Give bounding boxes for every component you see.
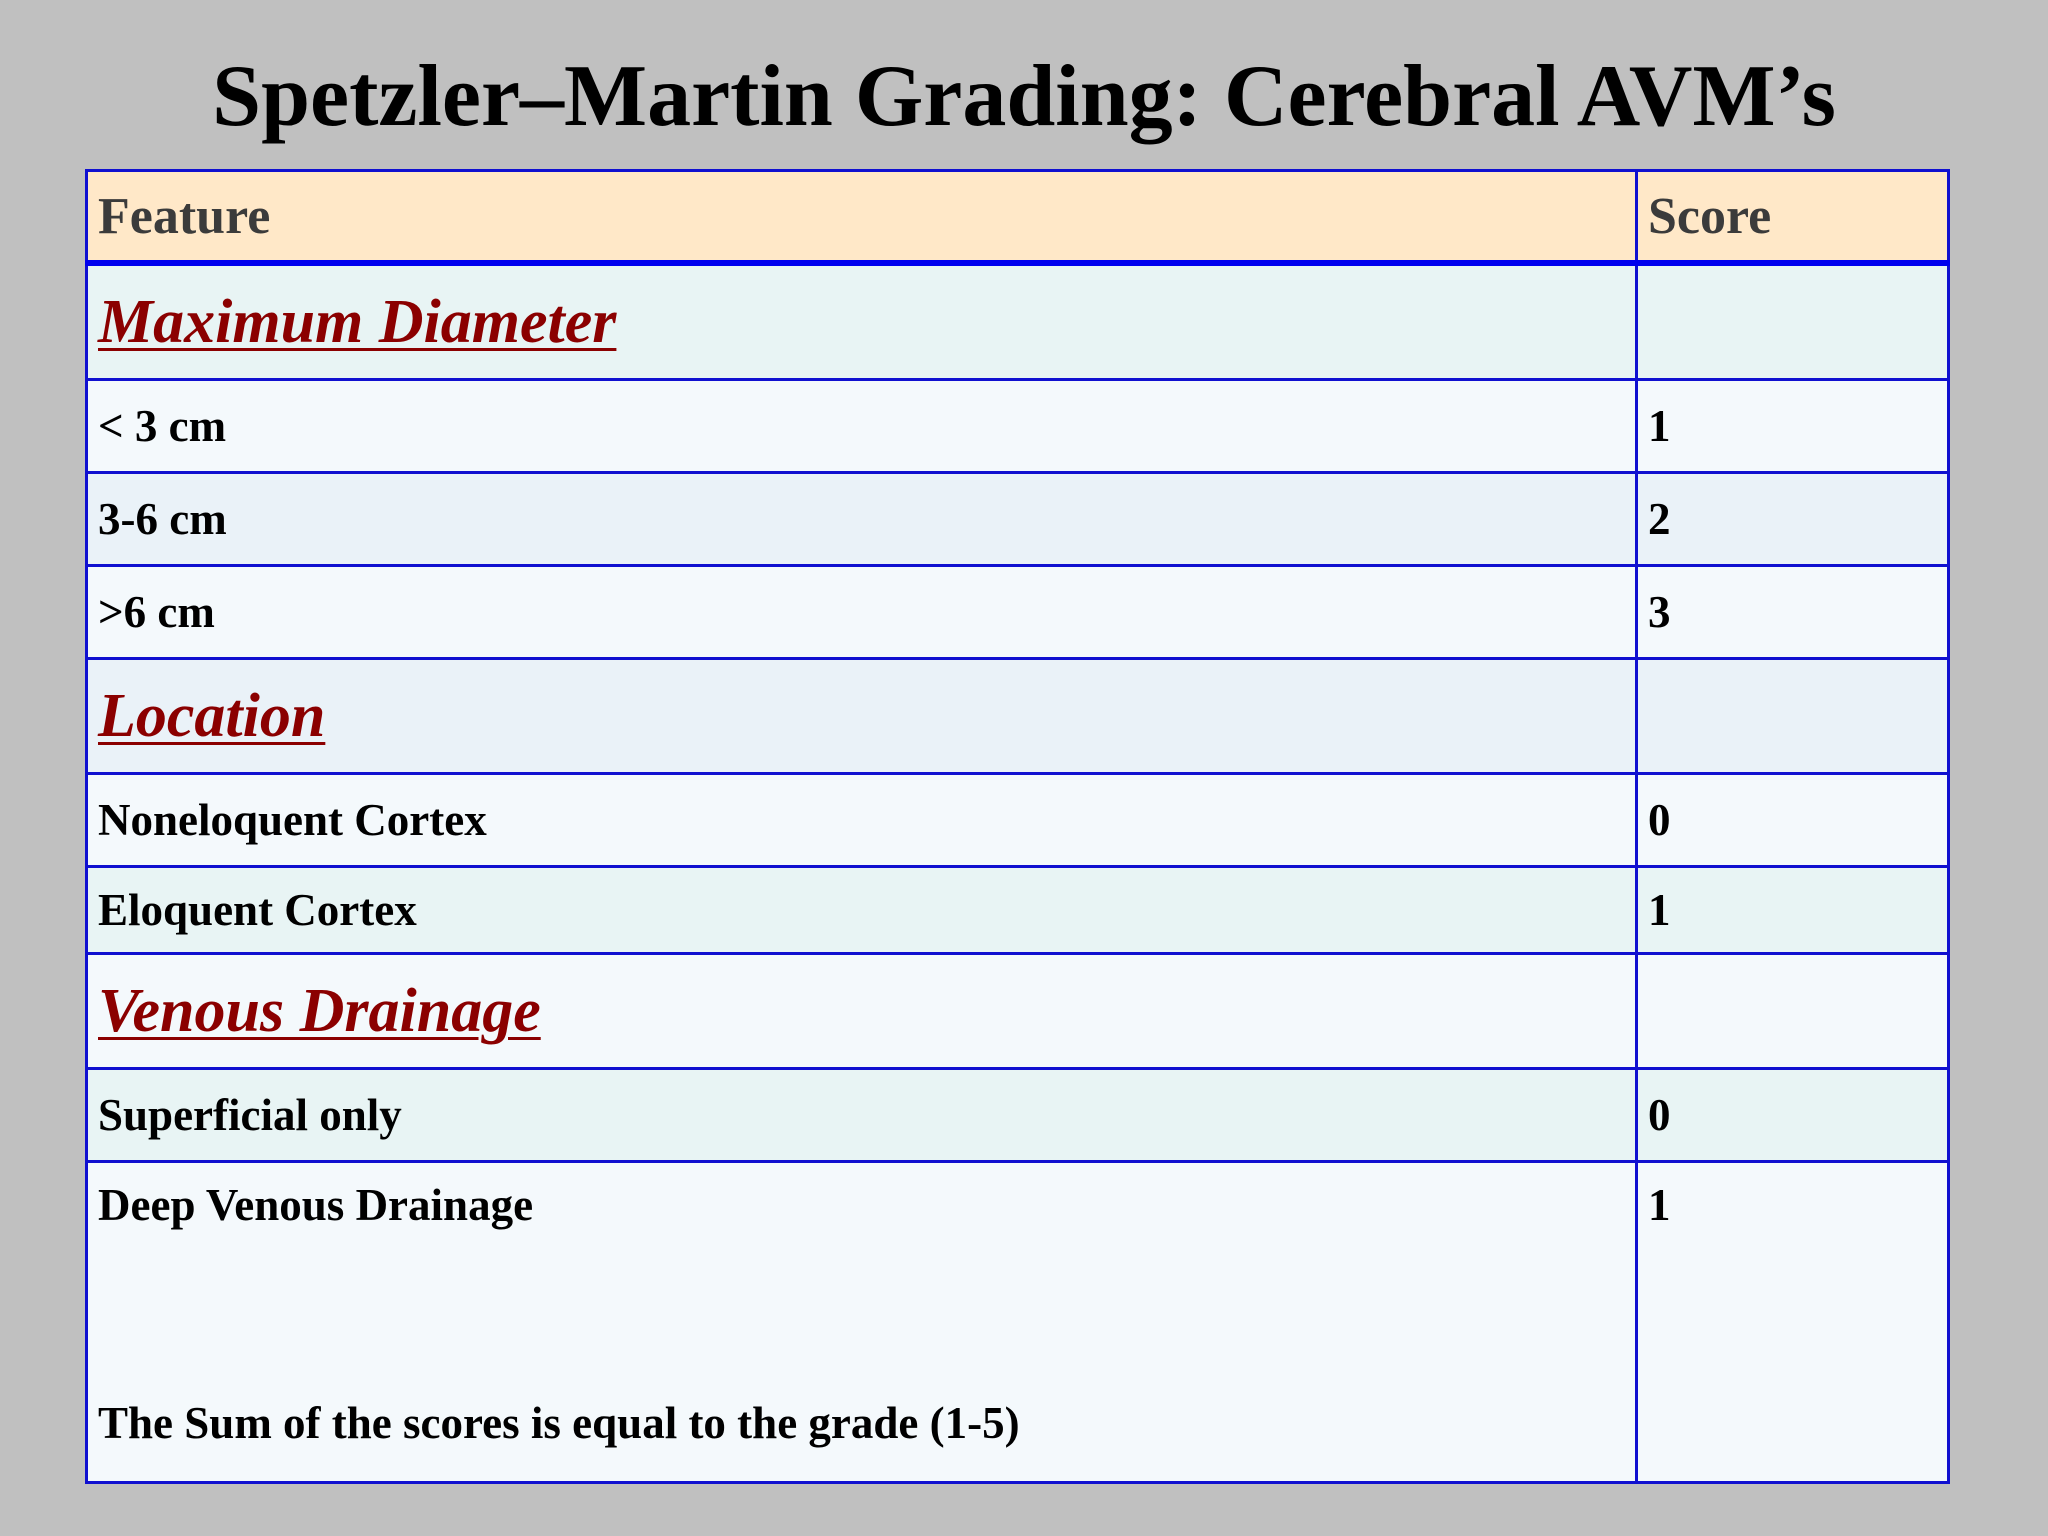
feature-cell: Superficial only	[87, 1069, 1637, 1162]
score-cell: 1	[1637, 867, 1949, 954]
table-header-row	[87, 171, 1949, 264]
table-row	[87, 473, 1949, 566]
feature-cell	[87, 1162, 1637, 1483]
table-row	[87, 774, 1949, 867]
page-title: Spetzler–Martin Grading: Cerebral AVM’s	[212, 48, 1836, 145]
table-row	[87, 1069, 1949, 1162]
score-cell: 2	[1637, 473, 1949, 566]
feature-cell: Noneloquent Cortex	[87, 774, 1637, 867]
section-score-cell	[1637, 263, 1949, 380]
score-cell: 3	[1637, 566, 1949, 659]
section-cell	[87, 659, 1637, 774]
section-row-diameter	[87, 263, 1949, 380]
section-label-diameter: Maximum Diameter	[98, 287, 617, 356]
score-cell: 0	[1637, 774, 1949, 867]
section-score-cell	[1637, 659, 1949, 774]
section-score-cell	[1637, 954, 1949, 1069]
score-cell: 1	[1637, 1162, 1949, 1483]
header-feature: Feature	[87, 171, 1637, 264]
table-row	[87, 867, 1949, 954]
score-cell: 1	[1637, 380, 1949, 473]
feature-cell: 3-6 cm	[87, 473, 1637, 566]
table-row	[87, 1162, 1949, 1483]
table-row	[87, 566, 1949, 659]
section-row-location	[87, 659, 1949, 774]
feature-cell: < 3 cm	[87, 380, 1637, 473]
feature-text: Deep Venous Drainage	[98, 1180, 534, 1230]
section-label-venous: Venous Drainage	[98, 976, 541, 1045]
grading-table	[85, 169, 1950, 1484]
feature-cell: Eloquent Cortex	[87, 867, 1637, 954]
section-row-venous	[87, 954, 1949, 1069]
score-cell: 0	[1637, 1069, 1949, 1162]
table-row	[87, 380, 1949, 473]
feature-cell: >6 cm	[87, 566, 1637, 659]
section-label-location: Location	[98, 681, 326, 750]
grade-note: The Sum of the scores is equal to the grade (1-5)	[98, 1398, 1020, 1448]
header-score: Score	[1637, 171, 1949, 264]
section-cell	[87, 263, 1637, 380]
section-cell	[87, 954, 1637, 1069]
